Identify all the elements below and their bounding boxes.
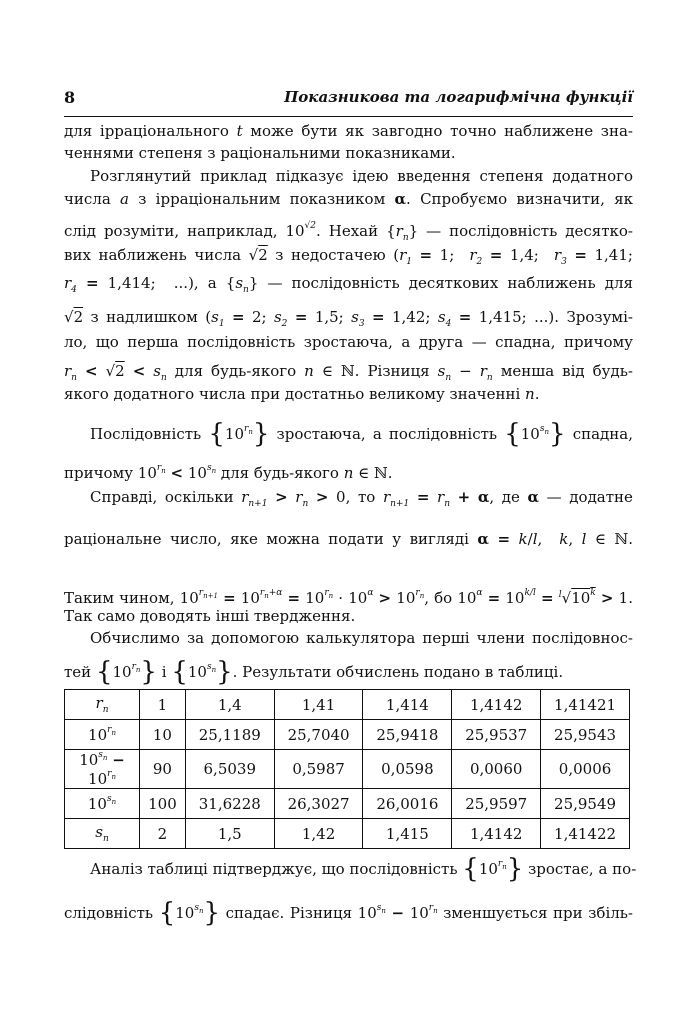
table-cell: 90 bbox=[140, 750, 186, 789]
table-cell: 26,0016 bbox=[363, 789, 452, 819]
table-row bbox=[65, 720, 630, 750]
table-row bbox=[65, 819, 630, 849]
text-line-8: √2 з надлишком ($s_1 = 2$; $s_2 = 1,5$; $s_3 = 1,42$; $s_4 = 1,415$; ...). Зрозумі- bbox=[64, 308, 633, 329]
text-line-15: раціональне число, яке можна подати у вигляді α = k/l, k, l ∈ ℕ. bbox=[64, 530, 633, 548]
text-line-3: Розглянутий приклад підказує ідею введення степеня додатного bbox=[90, 167, 633, 185]
table-cell: 1,4 bbox=[185, 690, 274, 720]
table-cell: 10 bbox=[140, 720, 186, 750]
row-label-sn: $s_n$ bbox=[65, 819, 140, 849]
table-row bbox=[65, 789, 630, 819]
table-cell: 25,9549 bbox=[541, 789, 630, 819]
table-cell: 31,6228 bbox=[185, 789, 274, 819]
text-line-10: $r_n < √2 < s_n$ для будь-якого n ∈ ℕ. Різниця $s_n - r_n$ менша від будь- bbox=[64, 362, 633, 383]
values-table bbox=[64, 689, 630, 849]
table-cell: 0,5987 bbox=[274, 750, 363, 789]
text-line-16: Таким чином, $10^{r_{n+1}} = 10^{r_n+\alpha} = 10^{r_n} \cdot 10^\alpha > 10^{r_n}$, бо $10^\alpha = 10^{k/l} = ^l√10^k > 1$. bbox=[64, 588, 633, 607]
table-cell: 0,0598 bbox=[363, 750, 452, 789]
text-line-12: Послідовність $\{10^{r_n}\}$ зростаюча, а послідовність $\{10^{s_n}\}$ спадна, bbox=[90, 419, 633, 449]
text-line-7: $r_4 = 1,414$; ...), а $\{s_n\}$ — послідовність десяткових наближень для bbox=[64, 274, 633, 295]
table-cell: 1,41422 bbox=[541, 819, 630, 849]
page-number: 8 bbox=[64, 88, 76, 107]
table-cell: 1,4142 bbox=[452, 690, 541, 720]
text-line-18: Обчислимо за допомогою калькулятора перші члени послідовнос- bbox=[90, 629, 633, 647]
table-cell: 25,9418 bbox=[363, 720, 452, 750]
table-cell: 25,9543 bbox=[541, 720, 630, 750]
text-line-5: слід розуміти, наприклад, $10^{√2}$. Нехай $\{r_n\}$ — послідовність десятко- bbox=[64, 221, 633, 243]
header-rule bbox=[64, 116, 633, 117]
text-line-17: Так само доводять інші твердження. bbox=[64, 607, 356, 625]
table-cell: 1,5 bbox=[185, 819, 274, 849]
table-cell: 0,0006 bbox=[541, 750, 630, 789]
table-cell: 1,415 bbox=[363, 819, 452, 849]
table-cell: 1,414 bbox=[363, 690, 452, 720]
table-cell: 1 bbox=[140, 690, 186, 720]
table-cell: 6,5039 bbox=[185, 750, 274, 789]
row-label-10rn: $10^{r_n}$ bbox=[65, 720, 140, 750]
row-label-rn: $r_n$ bbox=[65, 690, 140, 720]
row-label-10sn: $10^{s_n}$ bbox=[65, 789, 140, 819]
table-cell: 0,0060 bbox=[452, 750, 541, 789]
table-cell: 25,9597 bbox=[452, 789, 541, 819]
text-line-19: тей $\{10^{r_n}\}$ і $\{10^{s_n}\}$. Результати обчислень подано в таблиці. bbox=[64, 657, 564, 687]
text-line-21: слідовність $\{10^{s_n}\}$ спадає. Різниця $10^{s_n} - 10^{r_n}$ зменшується при збіль- bbox=[64, 898, 634, 928]
text-line-14: Справді, оскільки $r_{n+1} > r_n > 0$, то $r_{n+1} = r_n + \alpha$, де α — додатне bbox=[90, 488, 633, 509]
table-cell: 100 bbox=[140, 789, 186, 819]
row-label-difference: $10^{s_n} - 10^{r_n}$ bbox=[65, 750, 140, 789]
text-line-20: Аналіз таблиці підтверджує, що послідовність $\{10^{r_n}\}$ зростає, а по- bbox=[90, 854, 637, 884]
text-line-9: ло, що перша послідовність зростаюча, а друга — спадна, причому bbox=[64, 333, 633, 351]
table-cell: 25,7040 bbox=[274, 720, 363, 750]
running-title: Показникова та логарифмічна функції bbox=[284, 88, 633, 106]
text-line-6: вих наближень числа √2 з недостачею ($r_1 = 1$; $r_2 = 1,4$; $r_3 = 1,41$; bbox=[64, 246, 633, 267]
table-cell: 2 bbox=[140, 819, 186, 849]
table-cell: 1,41421 bbox=[541, 690, 630, 720]
text-line-2: ченнями степеня з раціональними показниками. bbox=[64, 144, 456, 162]
table-cell: 1,42 bbox=[274, 819, 363, 849]
table-cell: 26,3027 bbox=[274, 789, 363, 819]
table-cell: 25,1189 bbox=[185, 720, 274, 750]
table-cell: 1,41 bbox=[274, 690, 363, 720]
text-line-11: якого додатного числа при достатньо великому значенні n. bbox=[64, 385, 540, 403]
table-cell: 1,4142 bbox=[452, 819, 541, 849]
table-cell: 25,9537 bbox=[452, 720, 541, 750]
page-header bbox=[64, 86, 633, 116]
table-row bbox=[65, 750, 630, 789]
table-row bbox=[65, 690, 630, 720]
text-line-13: причому $10^{r_n} < 10^{s_n}$ для будь-якого n ∈ ℕ. bbox=[64, 463, 393, 482]
text-line-1: для ірраціонального t може бути як завгодно точно наближене зна- bbox=[64, 122, 633, 140]
text-line-4: числа a з ірраціональним показником α. Спробуємо визначити, як bbox=[64, 190, 634, 208]
